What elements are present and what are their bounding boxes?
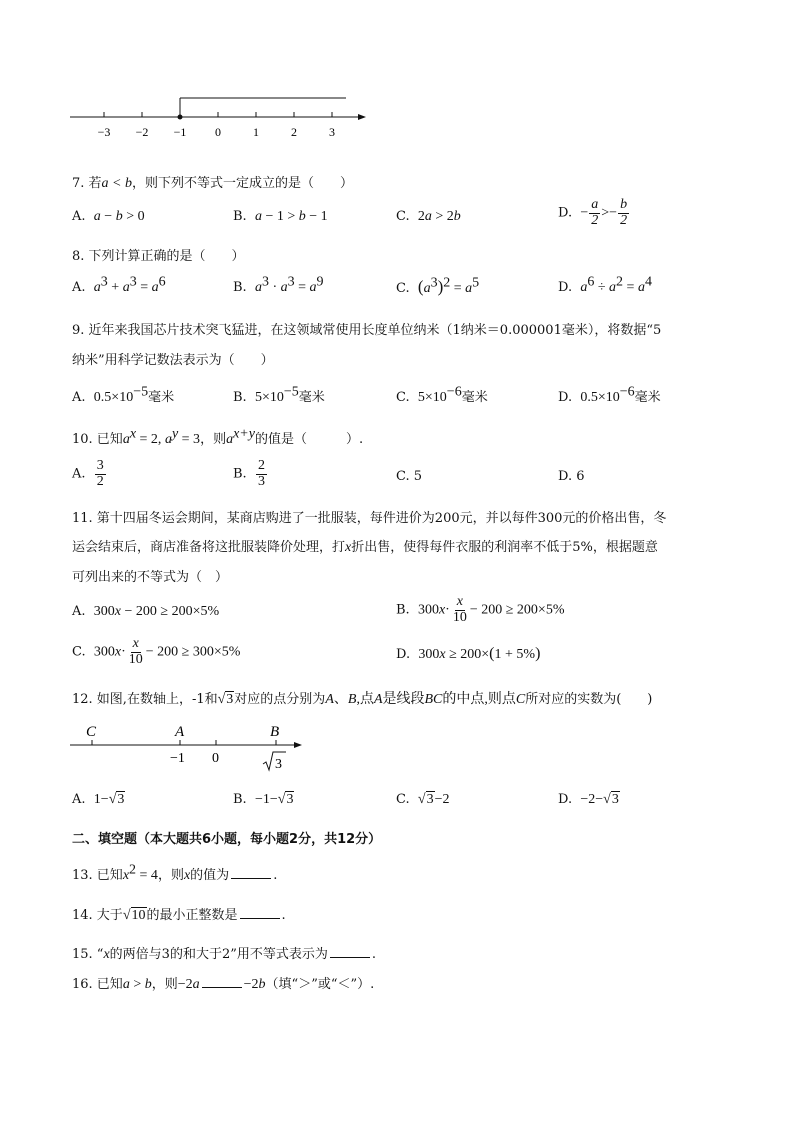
tick-label: 2 [291,125,297,139]
q14-answer-blank[interactable] [240,906,280,919]
number-line-top [66,90,376,146]
q12-option-b[interactable]: B. −1−√3 [233,792,294,807]
q12-option-a[interactable]: A. 1−√3 [72,792,125,807]
q7-stem-pre: 7. 若 [72,176,102,191]
question-7 [72,172,353,192]
question-15: 15. “x的两倍与3的和大于2”用不等式表示为 . [72,947,377,962]
q7-option-d[interactable]: D. − $\frac{a}{2}$ >− $\frac{b}{2}$ [558,197,628,228]
question-11-line-3: 可列出来的不等式为（ ） [72,570,229,585]
q7-option-c[interactable]: C. 2a > 2b [396,209,461,224]
label-b: B [270,724,280,740]
question-14: 14. 大于√10的最小正整数是 . [72,908,286,923]
tick-label: −3 [97,125,111,139]
q15-answer-blank[interactable] [330,945,370,958]
tick-label: −2 [135,125,149,139]
q9-option-d[interactable]: D. $0.5\times 10^{-6}$毫米 [558,384,661,405]
tick-sqrt3 [263,752,286,772]
tick-label: 1 [253,125,259,139]
tick-zero: 0 [212,751,219,766]
q10-option-c[interactable]: C. 5 [396,469,423,484]
q11-option-b[interactable]: B. 300x· $\frac{x}{10}$ − 200 ≥ 200×5% [396,594,565,625]
q9-option-c[interactable]: C. $5\times 10^{-6}$毫米 [396,384,488,405]
label-a: A [175,724,185,740]
q11-option-a[interactable]: A. 300x − 200 ≥ 200×5% [72,604,220,619]
q10-option-b[interactable]: B. $\frac{2}{3}$ [233,458,265,489]
question-12: 12. 如图,在数轴上，-1和√3对应的点分别为A、B,点A是线段BC的中点,则点C所对应的实数为( ) [72,692,653,707]
q12-option-c[interactable]: C. √3−2 [396,792,450,807]
q7-condition: a < b [101,176,132,191]
number-line-q12 [66,718,312,776]
question-13: 13. 已知$x^2 = 4$，则x的值为 . [72,862,278,883]
q8-option-b[interactable]: B. $a^3 \cdot a^3 = a^9$ [233,274,324,295]
question-9-line-1: 9. 近年来我国芯片技术突飞猛进，在这领域常使用长度单位纳米（1纳米＝0.000001毫米），将数据“5 [72,323,662,338]
tick-label: −1 [173,125,187,139]
question-11-line-1: 11. 第十四届冬运会期间，某商店购进了一批服装，每件进价为200元，并以每件300元的价格出售，冬 [72,511,667,526]
q16-answer-blank[interactable] [202,975,242,988]
q7-stem-post: ，则下列不等式一定成立的是（ ） [132,176,354,191]
q7-option-a[interactable]: A. a − b > 0 [72,209,145,224]
svg-text:3: 3 [275,757,282,772]
question-16: 16. 已知a > b，则−2a −2b（填“＞”或“＜”）. [72,977,375,992]
q10-option-d[interactable]: D. 6 [558,469,585,484]
question-10: 10. 已知$a^x = 2$, $a^y = 3$，则$a^{x+y}$的值是（ ）. [72,426,364,447]
q8-option-c[interactable]: C. $(a^3)^2 = a^5$ [396,275,480,296]
q9-option-b[interactable]: B. $5\times 10^{-5}$毫米 [233,384,325,405]
section-2-title: 二、填空题（本大题共6小题，每小题2分，共12分） [72,832,382,847]
q7-option-b[interactable]: B. a − 1 > b − 1 [233,209,328,224]
q12-option-d[interactable]: D. −2−√3 [558,792,619,807]
q11-option-d[interactable]: D. 300x ≥ 200×(1 + 5%) [396,645,541,662]
q11-option-c[interactable]: C. 300x· $\frac{x}{10}$ − 200 ≥ 300×5% [72,636,241,667]
q10-option-a[interactable]: A. $\frac{3}{2}$ [72,458,104,489]
q9-option-a[interactable]: A. $0.5\times 10^{-5}$毫米 [72,384,175,405]
question-8: 8. 下列计算正确的是（ ） [72,249,245,264]
tick-neg1: −1 [170,751,185,766]
q8-option-a[interactable]: A. $a^3 + a^3 = a^6$ [72,274,166,295]
tick-label: 0 [215,125,221,139]
q8-option-d[interactable]: D. $a^6 \div a^2 = a^4$ [558,274,652,295]
q13-answer-blank[interactable] [231,866,271,879]
label-c: C [86,724,97,740]
tick-label: 3 [329,125,335,139]
question-11-line-2: 运会结束后，商店准备将这批服装降价处理，打x折出售，使得每件衣服的利润率不低于5%，根据题意 [72,540,658,555]
question-9-line-2: 纳米”用科学记数法表示为（ ） [72,353,274,368]
